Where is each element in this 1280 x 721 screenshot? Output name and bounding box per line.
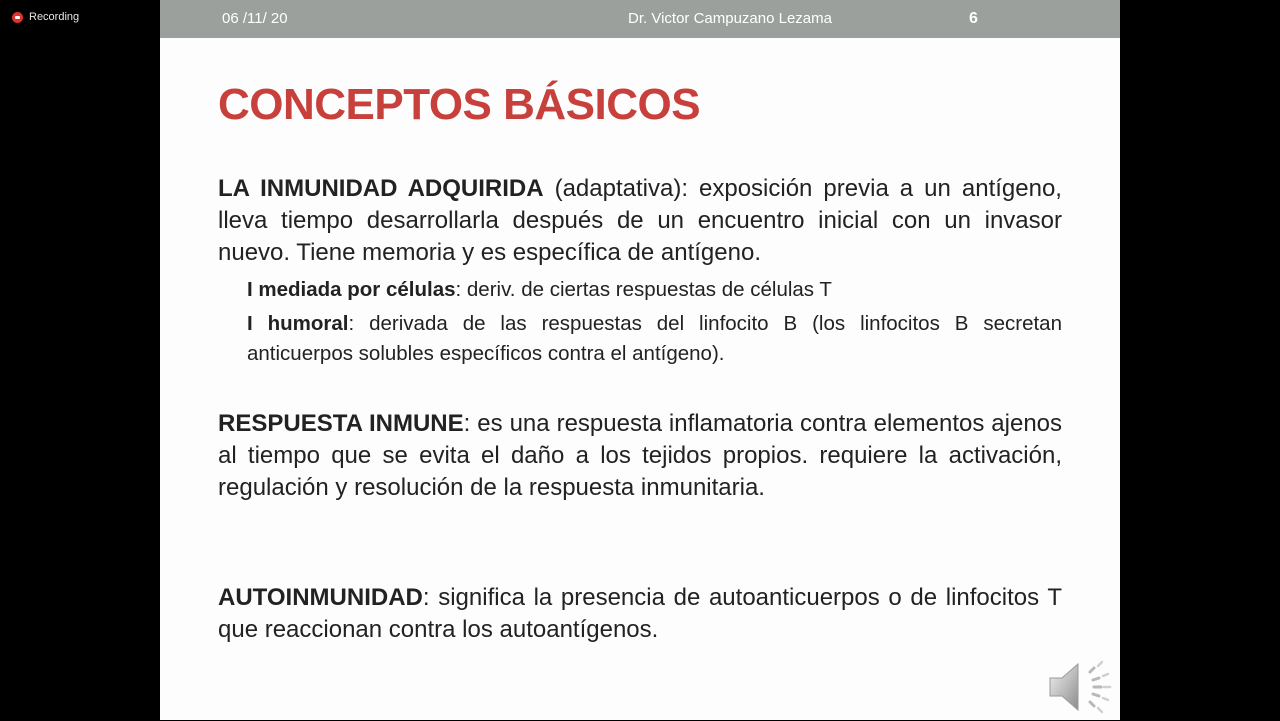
- term-inmunidad-adquirida: LA INMUNIDAD ADQUIRIDA: [218, 175, 544, 202]
- paragraph-respuesta-inmune: [218, 408, 1062, 504]
- term-humoral: I humoral: [247, 312, 349, 335]
- definition-mediada-por-celulas: : deriv. de ciertas respuestas de células T: [455, 278, 832, 301]
- slide-number: 6: [969, 10, 978, 27]
- subpoint-humoral: [247, 309, 1062, 369]
- recording-indicator: [12, 11, 79, 23]
- header-date: 06 /11/ 20: [222, 10, 288, 27]
- term-mediada-por-celulas: I mediada por células: [247, 278, 456, 301]
- slide-title: CONCEPTOS BÁSICOS: [218, 80, 701, 129]
- definition-inmunidad-adquirida: (adaptativa): exposición previa a un antígeno, lleva tiempo desarrollarla después de un encuentro inicial con un invasor nuevo. Tiene memoria y es específica de antígeno.: [218, 175, 1062, 266]
- term-autoinmunidad: AUTOINMUNIDAD: [218, 584, 423, 611]
- subpoint-mediada-por-celulas: [247, 275, 1062, 305]
- definition-autoinmunidad: : significa la presencia de autoanticuerpos o de linfocitos T que reaccionan contra los autoantígenos.: [218, 584, 1062, 643]
- slide-header: [160, 0, 1120, 38]
- speaker-icon[interactable]: [1046, 658, 1112, 716]
- definition-humoral: : derivada de las respuestas del linfocito B (los linfocitos B secretan anticuerpos solubles específicos contra el antígeno).: [247, 312, 1062, 365]
- term-respuesta-inmune: RESPUESTA INMUNE: [218, 410, 464, 437]
- paragraph-autoinmunidad: [218, 582, 1062, 646]
- paragraph-inmunidad-adquirida: [218, 173, 1062, 269]
- recording-label: Recording: [29, 11, 80, 23]
- header-author: Dr. Victor Campuzano Lezama: [628, 10, 832, 27]
- recording-dot-icon: [12, 12, 23, 23]
- definition-respuesta-inmune: : es una respuesta inflamatoria contra elementos ajenos al tiempo que se evita el daño a los tejidos propios. requiere la activación, regulación y resolución de la respuesta inmunitaria.: [218, 410, 1063, 501]
- slide: [160, 0, 1120, 720]
